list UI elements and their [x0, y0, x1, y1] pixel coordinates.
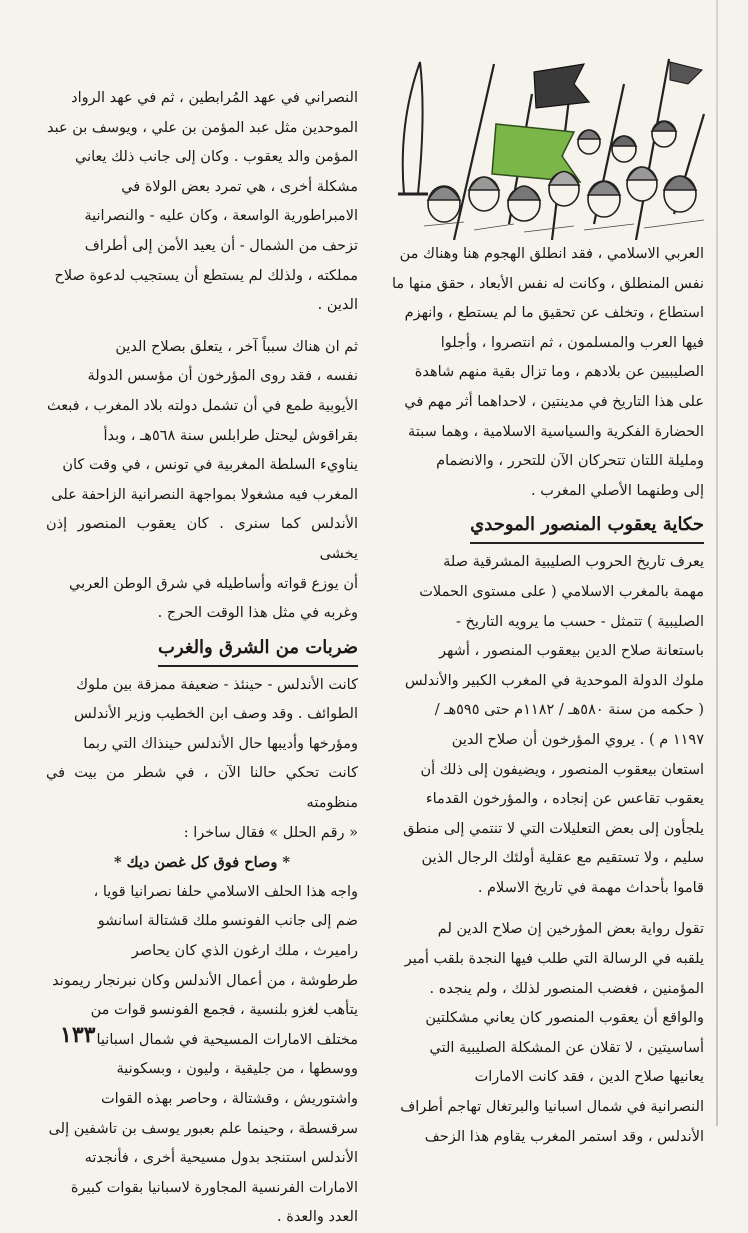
page-crease — [716, 0, 718, 1126]
left-paragraph-3: كانت الأندلس - حينئذ - ضعيفة ممزقة بين ملوك الطوائف . وقد وصف ابن الخطيب وزير الأندلس ومؤرخها وأديبها حال الأندلس حينذاك التي ربما كانت تحكي حالنا الآن ، في شطر من بيت في منظومته « رقم الحلل » فقال ساخرا : — [46, 676, 358, 841]
left-paragraph-2: ثم ان هناك سبباً آخر ، يتعلق بصلاح الدين نفسه ، فقد روى المؤرخون أن مؤسس الدولة الأيوبية طمع في أن تشمل دولته بلاد المغرب ، فبعث بقراقوش ليحتل طرابلس سنة ٥٦٨هـ ، وبدأ يناويء السلطة المغربية في تونس ، في وقت كان المغرب فيه مشغولا بمواجهة النصرانية الزاحفة على الأندلس كما سنرى . كان يعقوب المنصور إذن يخشى أن يوزع قواته وأساطيله في شرق الوطن العربي وغربه في مثل هذا الوقت الحرج . — [46, 338, 358, 622]
left-paragraph-4: واجه هذا الحلف الاسلامي حلفا نصرانيا قويا ، ضم إلى جانب الفونسو ملك قشتالة اسانشو راميرث ، ملك ارغون الذي كان يحاصر طرطوشة ، من أعمال الأندلس وكان نبرنجار ريموند يتأهب لغزو بلنسية ، فجمع الفونسو قوات من مختلف الامارات المسيحية في شمال اسبانيا ووسطها ، من جليقية ، وليون ، وبسكونية واشتوريش ، وقشتالة ، وحاصر بهذه القوات سرقسطة ، وحينما علم بعبور يوسف بن تاشفين إلى الأندلس استنجد بدول مسيحية أخرى ، فأنجدته الامارات الفرنسية المجاورة لاسبانيا بقوات كبيرة العدد والعدة . — [48, 883, 358, 1226]
left-column — [46, 84, 358, 1233]
right-column — [384, 240, 704, 1152]
right-paragraph-2: يعرف تاريخ الحروب الصليبية المشرقية صلة مهمة بالمغرب الاسلامي ( على مستوى الحملات الصليبية ) تتمثل - حسب ما يرويه التاريخ - باستعانة صلاح الدين بيعقوب المنصور ، أشهر ملوك الدولة الموحدية في المغرب الكبير والأندلس ( حكمه من سنة ٥٨٠هـ / ١١٨٢م حتى ٥٩٥هـ / ١١٩٧ م ) . يروي المؤرخون أن صلاح الدين استعان بيعقوب المنصور ، ويضيفون إلى ذلك أن يعقوب تقاعس عن إنجاده ، والمؤرخون القدماء يلجأون إلى بعض التعليلات التي لا تنتمي إلى منطق سليم ، ولا تستقيم مع عقلية أولئك الرجال الذين قاموا بأحداث مهمة في تاريخ الاسلام . — [403, 554, 704, 896]
poem-verse: * وصاح فوق كل غصن ديك * — [113, 854, 290, 872]
left-paragraph-1: النصراني في عهد المُرابطين ، ثم في عهد الرواد الموحدين مثل عبد المؤمن بن علي ، ويوسف بن عبد المؤمن والد يعقوب . وكان إلى جانب ذلك يعاني مشكلة أخرى ، هي تمرد بعض الولاة في الامبراطورية الواسعة ، وكان عليه - والنصرانية تزحف من الشمال - أن يعيد الأمن إلى أطراف مملكته ، ولذلك لم يستطع أن يستجيب لدعوة صلاح الدين . — [46, 90, 358, 314]
right-paragraph-3: تقول رواية بعض المؤرخين إن صلاح الدين لم يلقبه في الرسالة التي طلب فيها النجدة بلقب أمير المؤمنين ، فغضب المنصور لذلك ، ولم ينجده . — [404, 921, 704, 997]
battle-illustration — [384, 54, 716, 240]
right-paragraph-4: والواقع أن يعقوب المنصور كان يعاني مشكلتين أساسيتين ، لا تقلان عن المشكلة الصليبية التي يعانيها صلاح الدين ، فقد كانت الامارات النصرانية في شمال اسبانيا والبرتغال تهاجم أطراف الأندلس ، وقد استمر المغرب يقاوم هذا الزحف — [400, 1010, 704, 1145]
right-paragraph-1: العربي الاسلامي ، فقد انطلق الهجوم هنا وهناك من نفس المنطلق ، وكانت له نفس الأبعاد ، حقق منها ما استطاع ، وتخلف عن تحقيق ما لم يستطع ، وانهزم فيها العرب والمسلمون ، ثم انتصروا ، وأجلوا الصليبيين عن بلادهم ، وما تزال بقية منهم شاهدة على هذا التاريخ في مدينتين ، لاحداهما أثر مهم في الحضارة الفكرية والسياسية الاسلامية ، وهما سبتة ومليلة اللتان تتحركان الآن للتحرر ، والانضمام إلى وطنهما الأصلي المغرب . — [392, 246, 704, 499]
page-number: ١٣٣ — [60, 1022, 96, 1048]
section-heading-east-west: ضربات من الشرق والغرب — [158, 633, 358, 667]
section-heading-yaqub: حكاية يعقوب المنصور الموحدي — [470, 510, 704, 544]
